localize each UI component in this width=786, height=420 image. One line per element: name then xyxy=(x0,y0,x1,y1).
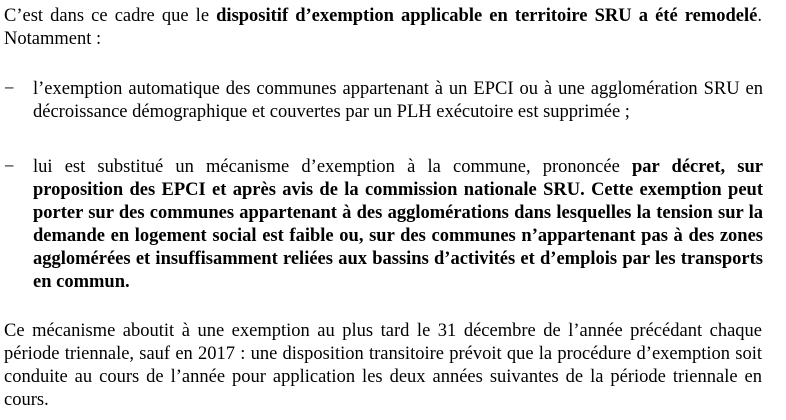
bullet-bold-text: par décret, sur proposition des EPCI et après avis de la commission nationale SRU. Cette exemption peut porter sur des communes appartenant à des agglomérations dans lesquelles la tension sur la demande en logement social est faible ou, sur des communes n’appartenant pas à des zones agglomérées et insuffisamment reliées aux bassins d’activités et d’emplois par les transports en commun. xyxy=(33,157,763,292)
intro-bold-text: dispositif d’exemption applicable en territoire SRU a été remodelé xyxy=(216,6,758,26)
bullet-text xyxy=(33,156,763,294)
intro-text-after: . Notamment : xyxy=(4,6,762,49)
bullet-text-before: lui est substitué un mécanisme d’exemption à la commune, prononcée xyxy=(33,157,632,177)
bullet-dash: − xyxy=(4,157,15,177)
intro-paragraph xyxy=(4,5,762,51)
conclusion-paragraph: Ce mécanisme aboutit à une exemption au plus tard le 31 décembre de l’année précédant chaque période triennale, sauf en 2017 : une disposition transitoire prévoit que la procédure d’exemption soit conduite au cours de l’année pour application les deux années suivantes de la période triennale en cours. xyxy=(4,321,762,410)
intro-text-before: C’est dans ce cadre que le xyxy=(4,6,217,26)
bullet-dash: − xyxy=(4,79,15,99)
bullet-text: l’exemption automatique des communes appartenant à un EPCI ou à une agglomération SRU en décroissance démographique et couvertes par un PLH exécutoire est supprimée ; xyxy=(33,79,763,122)
